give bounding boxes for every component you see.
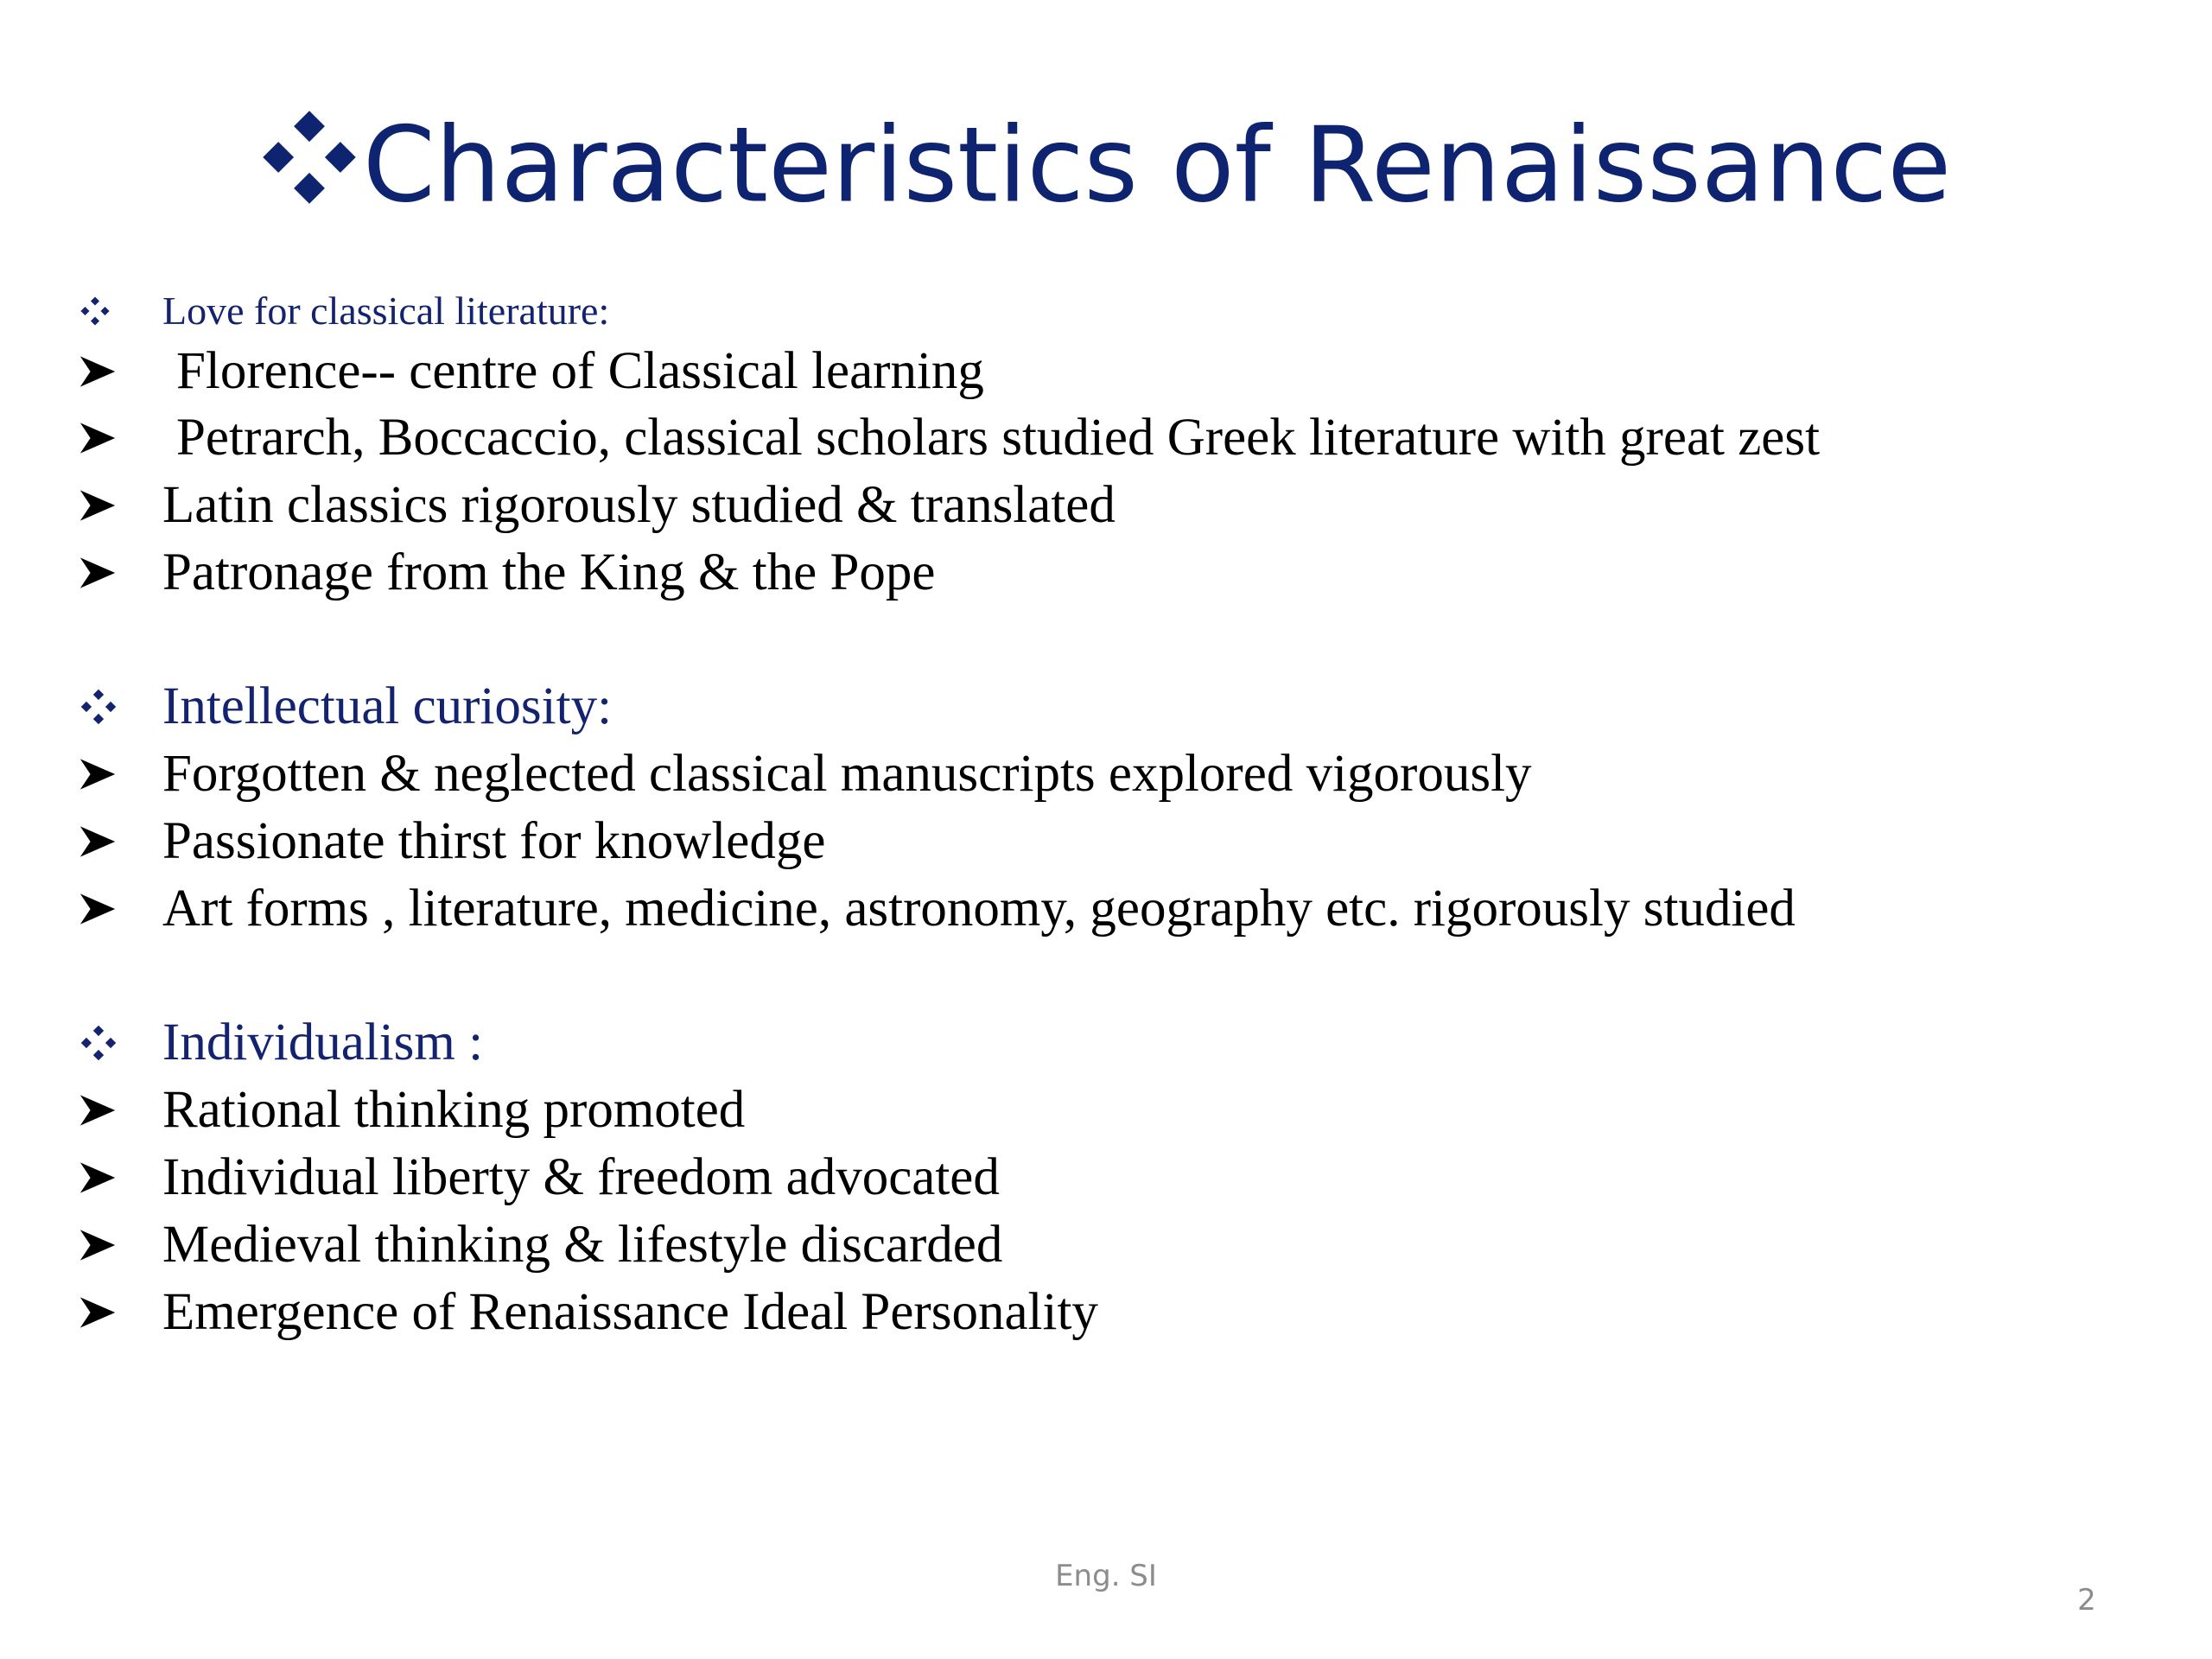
section-heading-text: Love for classical literature: bbox=[162, 289, 610, 333]
four-diamond-bullet-icon bbox=[79, 296, 111, 327]
list-item bbox=[79, 1278, 1098, 1347]
list-item-text: Florence-- centre of Classical learning bbox=[176, 342, 984, 400]
section-heading bbox=[79, 672, 612, 741]
arrow-bullet-icon bbox=[79, 1226, 116, 1264]
arrow-bullet-icon bbox=[79, 890, 116, 928]
list-item-text: Emergence of Renaissance Ideal Personality bbox=[162, 1283, 1098, 1341]
slide-title bbox=[0, 86, 2212, 239]
list-item bbox=[79, 538, 935, 607]
list-item-text: Individual liberty & freedom advocated bbox=[162, 1148, 1000, 1206]
title-text: Characteristics of Renaissance bbox=[362, 105, 1952, 226]
list-item bbox=[79, 807, 825, 876]
list-item-text: Patronage from the King & the Pope bbox=[162, 543, 936, 601]
arrow-bullet-icon bbox=[79, 353, 116, 391]
slide-footer: Eng. SI bbox=[1055, 1559, 1157, 1593]
list-item bbox=[79, 337, 984, 406]
list-item bbox=[79, 740, 1532, 809]
arrow-bullet-icon bbox=[79, 486, 116, 524]
list-item-text: Passionate thirst for knowledge bbox=[162, 812, 826, 870]
section-heading bbox=[79, 1008, 483, 1077]
list-item-text: Rational thinking promoted bbox=[162, 1081, 746, 1139]
list-item bbox=[79, 874, 1796, 944]
list-item bbox=[79, 404, 1820, 473]
arrow-bullet-icon bbox=[79, 1294, 116, 1332]
four-diamond-bullet-icon bbox=[79, 1024, 118, 1062]
four-diamond-bullet-icon bbox=[261, 109, 358, 206]
four-diamond-bullet-icon bbox=[79, 688, 118, 726]
arrow-bullet-icon bbox=[79, 755, 116, 793]
list-item bbox=[79, 471, 1116, 540]
list-item-text: Medieval thinking & lifestyle discarded bbox=[162, 1216, 1003, 1274]
list-item bbox=[79, 1143, 1000, 1212]
section-heading-text: Intellectual curiosity: bbox=[162, 677, 613, 735]
list-item bbox=[79, 1076, 745, 1145]
list-item-text: Latin classics rigorously studied & translated bbox=[162, 476, 1116, 534]
list-item bbox=[79, 1211, 1002, 1280]
list-item-text: Art forms , literature, medicine, astronomy, geography etc. rigorously studied bbox=[162, 880, 1796, 938]
arrow-bullet-icon bbox=[79, 823, 116, 861]
arrow-bullet-icon bbox=[79, 1091, 116, 1129]
section-heading-text: Individualism : bbox=[162, 1014, 484, 1071]
arrow-bullet-icon bbox=[79, 419, 116, 457]
arrow-bullet-icon bbox=[79, 1159, 116, 1197]
arrow-bullet-icon bbox=[79, 554, 116, 592]
list-item-text: Petrarch, Boccaccio, classical scholars studied Greek literature with great zest bbox=[176, 409, 1821, 467]
page-number: 2 bbox=[2077, 1583, 2096, 1618]
list-item-text: Forgotten & neglected classical manuscripts explored vigorously bbox=[162, 745, 1532, 803]
section-heading bbox=[79, 283, 609, 339]
